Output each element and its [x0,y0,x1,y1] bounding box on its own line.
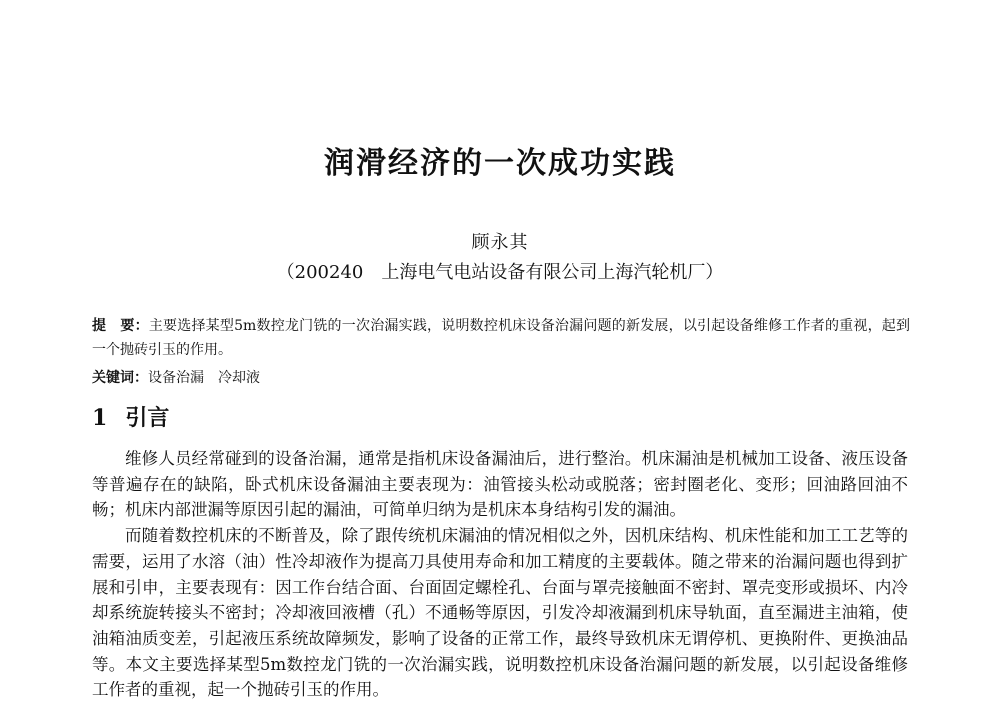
abstract [92,314,910,362]
paragraph: 而随着数控机床的不断普及，除了跟传统机床漏油的情况相似之外，因机床结构、机床性能和加工工艺等的需要，运用了水溶（油）性冷却液作为提高刀具使用寿命和加工精度的主要载体。随之带来的治漏问题也得到扩展和引申，主要表现有：因工作台结合面、台面固定螺栓孔、台面与罩壳接触面不密封、罩壳变形或损坏、内冷却系统旋转接头不密封；冷却液回液槽（孔）不通畅等原因，引发冷却液漏到机床导轨面，直至漏进主油箱，使油箱油质变差，引起液压系统故障频发，影响了设备的正常工作，最终导致机床无谓停机、更换附件、更换油品等。本文主要选择某型5m数控龙门铣的一次治漏实践，说明数控机床设备治漏问题的新发展，以引起设备维修工作者的重视，起一个抛砖引玉的作用。 [92,526,908,700]
body-text [92,446,908,703]
abstract-text: 主要选择某型5m数控龙门铣的一次治漏实践，说明数控机床设备治漏问题的新发展，以引起设备维修工作者的重视，起到一个抛砖引玉的作用。 [92,318,910,358]
affiliation-postcode: 200240 [294,262,364,283]
affiliation-org: 上海电气电站设备有限公司上海汽轮机厂 [381,262,706,283]
author-name: 顾永其 [471,232,529,253]
paragraph: 维修人员经常碰到的设备治漏，通常是指机床设备漏油后，进行整治。机床漏油是机械加工设备、液压设备等普遍存在的缺陷，卧式机床设备漏油主要表现为：油管接头松动或脱落；密封圈老化、变形；回油路回油不畅；机床内部泄漏等原因引起的漏油，可简单归纳为是机床本身结构引发的漏油。 [92,449,908,520]
affiliation-open-paren: （ [276,262,295,283]
affiliation [0,258,1000,284]
affiliation-close-paren: ） [705,262,724,283]
paper-title: 润滑经济的一次成功实践 [324,146,676,181]
keyword-item: 冷却液 [218,370,260,386]
section-heading [92,402,169,434]
keywords-label: 关键词： [92,370,148,386]
keyword-item: 设备治漏 [148,370,204,386]
abstract-label: 提 要： [92,318,149,334]
section-number: 1 [92,405,108,431]
keywords [92,366,910,390]
section-title: 引言 [125,405,170,431]
